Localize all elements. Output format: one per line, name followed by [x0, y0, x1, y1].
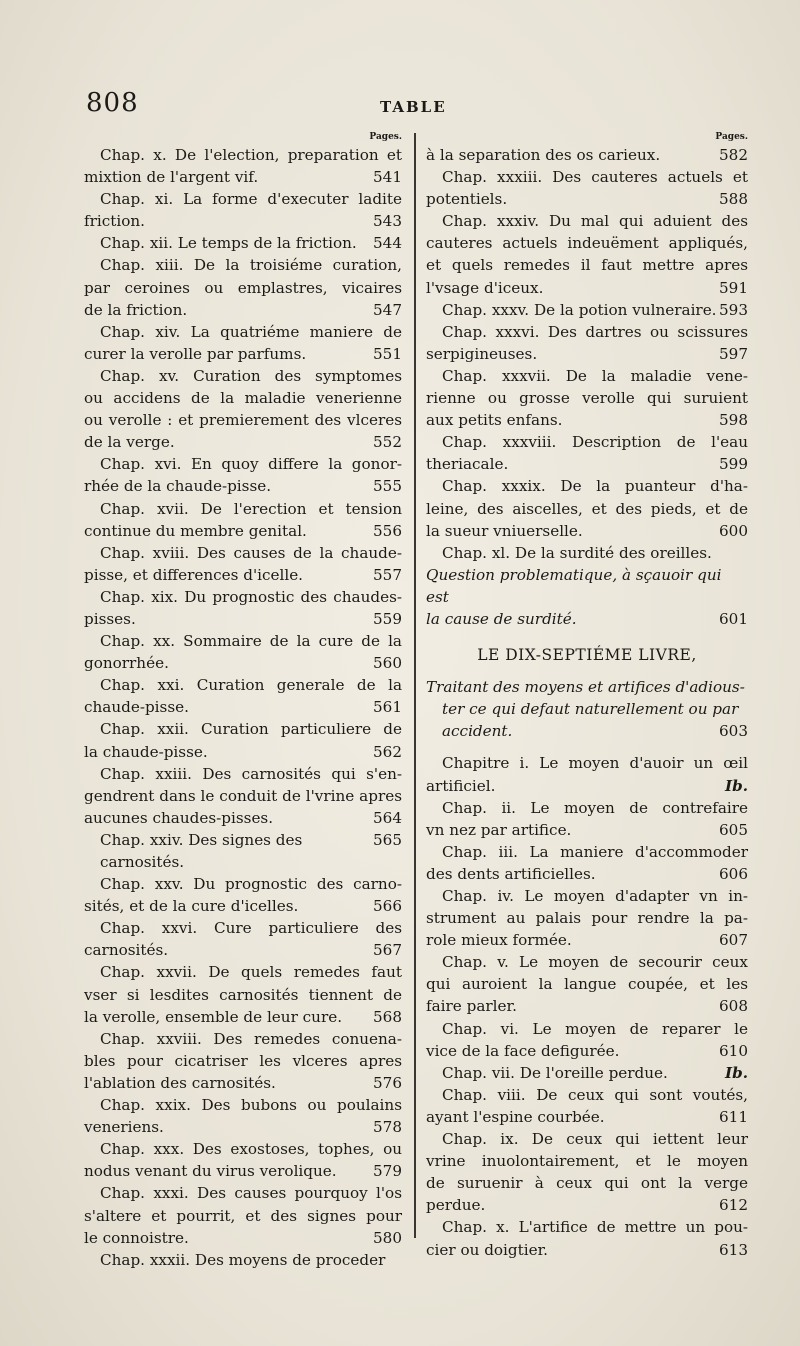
toc-entry-text: Chap. vii. De l'oreille perdue.	[442, 1063, 668, 1082]
toc-entry-text: cauteres actuels indeuëment appliqués,	[426, 234, 748, 253]
toc-entry-text: Chap. xxxv. De la potion vulneraire.	[442, 300, 717, 319]
toc-entry-line	[426, 210, 748, 232]
toc-entry-line	[84, 1072, 402, 1094]
toc-entry	[84, 188, 402, 232]
toc-entry-text: Chap. iii. La maniere d'accommoder	[442, 842, 748, 861]
toc-entry	[426, 144, 748, 166]
toc-entry-text: Chap. xv. Curation des symptomes	[100, 366, 402, 385]
toc-page-number: 568	[373, 1007, 402, 1026]
toc-entry	[426, 1018, 748, 1062]
toc-entry-line	[84, 1182, 402, 1204]
toc-entry	[426, 752, 748, 796]
toc-entry-line	[84, 1116, 402, 1138]
toc-entry-line	[84, 520, 402, 542]
toc-entry-text: vice de la face defigurée.	[426, 1041, 620, 1060]
toc-page-number: 543	[373, 212, 402, 231]
toc-entry-line	[84, 741, 402, 763]
toc-entry	[84, 254, 402, 320]
toc-page-number: 547	[373, 300, 402, 319]
toc-entry-text: Chap. xxiii. Des carnosités qui s'en-	[100, 764, 402, 783]
toc-page-number: 588	[719, 190, 748, 209]
toc-entry-text: rienne ou grosse verolle qui suruient	[426, 389, 748, 408]
toc-page-number: 582	[719, 146, 748, 164]
toc-entry-text: rhée de la chaude-pisse.	[84, 477, 272, 496]
toc-entry-text: Chap. xxv. Du prognostic des carno-	[100, 875, 402, 894]
toc-entry	[84, 586, 402, 630]
toc-entry-text: des dents artificielles.	[426, 864, 596, 883]
toc-entry-line	[426, 929, 748, 951]
toc-entry	[426, 299, 748, 321]
left-column	[84, 130, 402, 1271]
toc-page-number: 601	[719, 609, 748, 628]
toc-entry-line	[84, 1138, 402, 1160]
toc-entry	[426, 321, 748, 365]
toc-entry-text: vrine inuolontairement, et le moyen	[426, 1152, 748, 1171]
toc-entry-line	[84, 895, 402, 917]
toc-entry-line	[84, 785, 402, 807]
toc-entry-text: Chap. vi. Le moyen de reparer le	[442, 1019, 748, 1038]
toc-entry-line	[426, 1084, 748, 1106]
toc-entry-line	[84, 829, 402, 873]
toc-page-number: 605	[719, 820, 748, 839]
toc-entry-line	[84, 917, 402, 939]
toc-entry-text: Chap. xiv. La quatriéme maniere de	[100, 322, 402, 341]
toc-entry	[84, 144, 402, 188]
toc-entry-text: theriacale.	[426, 455, 509, 474]
toc-entry	[426, 797, 748, 841]
toc-entry-line	[426, 1172, 748, 1194]
toc-entry-line	[84, 232, 402, 254]
toc-page-number: 562	[373, 742, 402, 761]
toc-entry-text: Chap. xxii. Curation particuliere de	[100, 720, 402, 739]
toc-entry-text: sités, et de la cure d'icelles.	[84, 897, 299, 916]
toc-entry-text: de la verge.	[84, 433, 175, 452]
toc-entry-line	[426, 1040, 748, 1062]
toc-entry-text: Chap. xxxii. Des moyens de proceder	[100, 1250, 386, 1269]
toc-entry-line	[426, 1216, 748, 1238]
right-column	[426, 130, 748, 1261]
toc-entry-line	[84, 696, 402, 718]
toc-entry-text: Chap. xii. Le temps de la friction.	[100, 234, 357, 253]
toc-entry-line	[84, 1249, 402, 1271]
left-entries	[84, 144, 402, 1271]
toc-entry	[426, 210, 748, 298]
toc-entry-line	[426, 365, 748, 387]
toc-entry-line	[84, 1094, 402, 1116]
toc-entry	[426, 1216, 748, 1260]
toc-page-number: 580	[373, 1228, 402, 1247]
toc-entry-text: Chap. xi. La forme d'executer ladite	[100, 190, 402, 209]
toc-entry-text: Chap. xxix. Des bubons ou poulains	[100, 1096, 402, 1115]
toc-entry	[84, 873, 402, 917]
toc-entry-line	[426, 951, 748, 973]
toc-page-number: 579	[373, 1162, 402, 1181]
toc-entry-text: carnosités.	[84, 941, 169, 960]
toc-entry-text: Chap. xxiv. Des signes des carnosités.	[100, 830, 303, 871]
toc-entry	[426, 365, 748, 431]
toc-page-number: 599	[719, 455, 748, 474]
toc-entry-text: mixtion de l'argent vif.	[84, 168, 259, 187]
toc-entry-line	[426, 907, 748, 929]
subtitle-text: ter ce qui defaut naturellement ou par	[442, 700, 739, 719]
toc-entry-line	[84, 277, 402, 299]
toc-entry-line	[84, 343, 402, 365]
toc-page-number: 591	[719, 278, 748, 297]
toc-entry	[426, 885, 748, 951]
toc-entry-line	[84, 498, 402, 520]
toc-entry-line	[84, 210, 402, 232]
toc-page-number: 613	[719, 1240, 748, 1259]
toc-entry-text: nodus venant du virus verolique.	[84, 1162, 337, 1181]
toc-entry-text: aucunes chaudes-pisses.	[84, 808, 274, 827]
toc-entry-line	[426, 498, 748, 520]
toc-page-number: 606	[719, 864, 748, 883]
toc-entry-line	[84, 188, 402, 210]
toc-page-number: 566	[373, 897, 402, 916]
column-divider	[414, 133, 416, 1238]
toc-entry-text: Chap. xxxiv. Du mal qui aduient des	[442, 212, 748, 231]
toc-page-number: 559	[373, 609, 402, 628]
toc-entry-text: Chap. xxxvii. De la maladie vene-	[442, 366, 748, 385]
toc-entry-text: Chap. ii. Le moyen de contrefaire	[442, 798, 748, 817]
question-line	[426, 564, 748, 608]
toc-entry	[84, 542, 402, 586]
toc-entry-line	[84, 608, 402, 630]
toc-entry-text: Chap. ix. De ceux qui iettent leur	[442, 1130, 748, 1149]
toc-entry-line	[84, 763, 402, 785]
toc-entry-line	[84, 807, 402, 829]
toc-entry-line	[426, 321, 748, 343]
subtitle-line	[426, 720, 748, 742]
toc-entry-line	[426, 1062, 748, 1084]
toc-entry	[426, 166, 748, 210]
toc-entry	[426, 841, 748, 885]
toc-page-number: Ib.	[724, 1063, 748, 1082]
toc-entry	[84, 718, 402, 762]
toc-entry	[426, 475, 748, 541]
toc-entry-text: cier ou doigtier.	[426, 1240, 549, 1259]
toc-entry-line	[426, 819, 748, 841]
toc-entry-line	[84, 718, 402, 740]
toc-entry-text: Chap. v. Le moyen de secourir ceux	[442, 953, 748, 972]
toc-entry-text: et quels remedes il faut mettre apres	[426, 256, 748, 275]
toc-entry-line	[426, 1194, 748, 1216]
question-line	[426, 608, 748, 630]
toc-entry-line	[84, 873, 402, 895]
toc-entry-line	[426, 775, 748, 797]
toc-entry-line	[84, 1227, 402, 1249]
toc-page-number: Ib.	[724, 776, 748, 795]
toc-entry-text: Chap. xxxvi. Des dartres ou scissures	[442, 322, 748, 341]
toc-entry-text: friction.	[84, 212, 145, 231]
toc-entry-line	[84, 1160, 402, 1182]
toc-entry-line	[84, 387, 402, 409]
toc-entry-line	[84, 475, 402, 497]
pages-label: Pages.	[369, 132, 402, 142]
toc-entry-text: Chap. xxxviii. Description de l'eau	[442, 433, 748, 452]
toc-entry-line	[426, 1239, 748, 1261]
toc-entry	[426, 951, 748, 1017]
toc-entry-text: Chap. x. De l'election, preparation et	[100, 146, 402, 164]
toc-page-number: 603	[719, 722, 748, 741]
toc-page-number: 564	[373, 808, 402, 827]
toc-entry	[426, 1084, 748, 1128]
toc-page-number: 560	[373, 654, 402, 673]
toc-page-number: 611	[719, 1107, 748, 1126]
toc-entry-text: Chap. xvi. En quoy differe la gonor-	[100, 455, 402, 474]
toc-page-number: 557	[373, 565, 402, 584]
question-entry	[426, 564, 748, 630]
page-number: 808	[86, 88, 139, 118]
toc-entry-line	[426, 841, 748, 863]
question-text: la cause de surdité.	[426, 609, 577, 628]
toc-entry-text: pisses.	[84, 609, 136, 628]
toc-entry-line	[426, 752, 748, 774]
toc-entry-line	[426, 863, 748, 885]
toc-entry-line	[84, 961, 402, 983]
toc-entry-text: Chap. xxxiii. Des cauteres actuels et	[442, 168, 748, 187]
toc-entry	[426, 431, 748, 475]
toc-entry-line	[84, 984, 402, 1006]
toc-entry	[84, 453, 402, 497]
toc-entry-line	[426, 1128, 748, 1150]
subtitle-text: accident.	[442, 722, 513, 741]
toc-entry-text: Chap. xxxix. De la puanteur d'ha-	[442, 477, 748, 496]
toc-entry-text: de suruenir à ceux qui ont la verge	[426, 1174, 748, 1193]
toc-entry-text: Chap. viii. De ceux qui sont voutés,	[442, 1085, 748, 1104]
toc-entry-line	[426, 188, 748, 210]
toc-entry-line	[426, 1018, 748, 1040]
toc-entry-line	[84, 321, 402, 343]
toc-entry-text: à la separation des os carieux.	[426, 146, 661, 164]
toc-entry-line	[426, 409, 748, 431]
toc-entry-text: Chap. iv. Le moyen d'adapter vn in-	[442, 887, 748, 905]
right-entries-bottom	[426, 752, 748, 1260]
toc-entry	[84, 674, 402, 718]
subtitle-line	[426, 698, 748, 720]
toc-page-number: 600	[719, 521, 748, 540]
subtitle-line	[426, 676, 748, 698]
toc-entry-line	[84, 144, 402, 166]
toc-entry-text: gendrent dans le conduit de l'vrine apres	[84, 786, 402, 805]
toc-entry-line	[84, 1050, 402, 1072]
toc-entry-text: ou accidens de la maladie venerienne	[84, 389, 402, 408]
question-text: Question problematique, à sçauoir qui est	[426, 565, 722, 606]
toc-entry-line	[84, 453, 402, 475]
toc-entry-line	[84, 674, 402, 696]
toc-entry-line	[84, 1028, 402, 1050]
toc-entry-line	[426, 277, 748, 299]
toc-page-number: 567	[373, 941, 402, 960]
toc-entry-line	[84, 254, 402, 276]
toc-entry-text: Chap. xxvii. De quels remedes faut	[100, 963, 402, 982]
toc-entry-line	[426, 343, 748, 365]
toc-entry-line	[426, 144, 748, 166]
toc-entry	[84, 630, 402, 674]
toc-entry-text: le connoistre.	[84, 1228, 189, 1247]
toc-entry-text: la sueur vniuerselle.	[426, 521, 583, 540]
toc-entry-text: chaude-pisse.	[84, 698, 189, 717]
toc-entry-text: Chap. xxi. Curation generale de la	[100, 676, 402, 695]
toc-entry	[426, 542, 748, 564]
page-header	[0, 88, 800, 128]
right-entries-top	[426, 144, 748, 564]
toc-entry-line	[426, 520, 748, 542]
toc-entry	[84, 365, 402, 453]
toc-entry-text: curer la verolle par parfums.	[84, 344, 307, 363]
toc-entry-text: par ceroines ou emplastres, vicaires	[84, 278, 402, 297]
toc-page-number: 576	[373, 1073, 402, 1092]
toc-page-number: 561	[373, 698, 402, 717]
toc-entry-text: perdue.	[426, 1196, 486, 1215]
toc-entry-text: serpigineuses.	[426, 344, 538, 363]
toc-page-number: 578	[373, 1118, 402, 1137]
toc-entry-text: leine, des aiscelles, et des pieds, et de	[426, 499, 748, 518]
toc-entry-text: la verolle, ensemble de leur cure.	[84, 1007, 343, 1026]
toc-entry-text: Chapitre i. Le moyen d'auoir un œil	[442, 754, 748, 773]
toc-entry-text: Chap. xxx. Des exostoses, tophes, ou	[100, 1140, 402, 1159]
toc-entry-text: l'ablation des carnosités.	[84, 1073, 276, 1092]
toc-page-number: 544	[373, 234, 402, 253]
toc-entry-line	[84, 630, 402, 652]
toc-entry-text: pisse, et differences d'icelle.	[84, 565, 304, 584]
toc-entry-line	[84, 365, 402, 387]
toc-page-number: 552	[373, 433, 402, 452]
toc-entry-line	[426, 542, 748, 564]
toc-entry-text: Chap. xxviii. Des remedes conuena-	[100, 1029, 402, 1048]
toc-entry-text: qui auroient la langue coupée, et les	[426, 975, 748, 994]
toc-entry-text: role mieux formée.	[426, 931, 572, 950]
toc-entry-line	[426, 431, 748, 453]
toc-page-number: 565	[373, 830, 402, 849]
toc-entry-text: Chap. xvii. De l'erection et tension	[100, 499, 402, 518]
toc-entry-line	[84, 939, 402, 961]
toc-entry-line	[426, 885, 748, 907]
toc-entry	[84, 961, 402, 1027]
toc-entry-text: bles pour cicatriser les vlceres apres	[84, 1051, 402, 1070]
toc-entry-line	[426, 387, 748, 409]
toc-entry	[84, 1028, 402, 1094]
toc-page-number: 610	[719, 1041, 748, 1060]
pages-label: Pages.	[715, 132, 748, 142]
toc-page-number: 556	[373, 521, 402, 540]
toc-page-number: 551	[373, 344, 402, 363]
toc-entry	[84, 498, 402, 542]
toc-entry	[84, 232, 402, 254]
toc-entry-text: Chap. xxvi. Cure particuliere des	[100, 919, 402, 938]
toc-entry-text: Chap. xl. De la surdité des oreilles.	[442, 543, 712, 562]
toc-entry-line	[84, 1006, 402, 1028]
toc-page-number: 597	[719, 344, 748, 363]
toc-entry-text: la chaude-pisse.	[84, 742, 208, 761]
toc-entry-text: Chap. xix. Du prognostic des chaudes-	[100, 587, 402, 606]
toc-entry-text: Chap. xiii. De la troisiéme curation,	[100, 256, 402, 275]
toc-entry-text: artificiel.	[426, 776, 496, 795]
toc-entry-line	[426, 232, 748, 254]
toc-entry-line	[426, 1150, 748, 1172]
toc-entry	[84, 917, 402, 961]
toc-entry-line	[84, 652, 402, 674]
toc-entry	[84, 829, 402, 873]
toc-entry-line	[84, 166, 402, 188]
toc-entry	[84, 763, 402, 829]
toc-entry	[84, 1249, 402, 1271]
toc-entry-text: Chap. x. L'artifice de mettre un pou-	[442, 1218, 748, 1237]
subtitle-text: Traitant des moyens et artifices d'adious-	[426, 678, 745, 697]
toc-entry-line	[84, 409, 402, 431]
toc-entry-text: l'vsage d'iceux.	[426, 278, 544, 297]
toc-page-number: 598	[719, 411, 748, 430]
toc-entry	[84, 321, 402, 365]
toc-entry-line	[84, 564, 402, 586]
toc-entry-line	[84, 1205, 402, 1227]
running-title: TABLE	[380, 98, 447, 116]
toc-page-number: 555	[373, 477, 402, 496]
toc-entry-text: vn nez par artifice.	[426, 820, 572, 839]
toc-entry-line	[426, 1106, 748, 1128]
toc-entry-text: de la friction.	[84, 300, 188, 319]
toc-entry	[426, 1062, 748, 1084]
toc-entry-text: Chap. xxxi. Des causes pourquoy l'os	[100, 1184, 402, 1203]
toc-entry-text: potentiels.	[426, 190, 508, 209]
toc-page-number: 593	[719, 300, 748, 319]
toc-entry-text: Chap. xx. Sommaire de la cure de la	[100, 632, 402, 651]
toc-page-number: 612	[719, 1196, 748, 1215]
toc-entry-text: faire parler.	[426, 997, 517, 1016]
toc-entry-line	[426, 299, 748, 321]
toc-entry-text: Chap. xviii. Des causes de la chaude-	[100, 543, 402, 562]
toc-entry-line	[84, 542, 402, 564]
toc-entry-text: s'altere et pourrit, et des signes pour	[84, 1206, 402, 1225]
toc-entry-text: ayant l'espine courbée.	[426, 1107, 605, 1126]
toc-page-number: 607	[719, 931, 748, 950]
toc-page-number: 541	[373, 168, 402, 187]
toc-entry-line	[426, 973, 748, 995]
toc-entry-line	[84, 431, 402, 453]
toc-entry-line	[426, 995, 748, 1017]
toc-entry	[426, 1128, 748, 1216]
toc-entry-line	[426, 475, 748, 497]
toc-entry-text: gonorrhée.	[84, 654, 169, 673]
toc-entry-line	[426, 797, 748, 819]
toc-entry-line	[426, 453, 748, 475]
book-title: LE DIX-SEPTIÉME LIVRE,	[477, 646, 697, 665]
toc-entry-text: vser si lesdites carnosités tiennent de	[84, 985, 402, 1004]
toc-page-number: 608	[719, 997, 748, 1016]
toc-entry-text: continue du membre genital.	[84, 521, 307, 540]
toc-entry-text: strument au palais pour rendre la pa-	[426, 909, 748, 928]
toc-entry-text: ou verolle : et premierement des vlceres	[84, 411, 402, 430]
book-subtitle	[426, 676, 748, 742]
toc-entry	[84, 1182, 402, 1248]
toc-entry	[84, 1138, 402, 1182]
toc-entry-line	[84, 586, 402, 608]
toc-entry-line	[426, 254, 748, 276]
toc-entry-line	[84, 299, 402, 321]
toc-entry	[84, 1094, 402, 1138]
toc-entry-line	[426, 166, 748, 188]
toc-entry-text: veneriens.	[84, 1118, 164, 1137]
toc-entry-text: aux petits enfans.	[426, 411, 563, 430]
